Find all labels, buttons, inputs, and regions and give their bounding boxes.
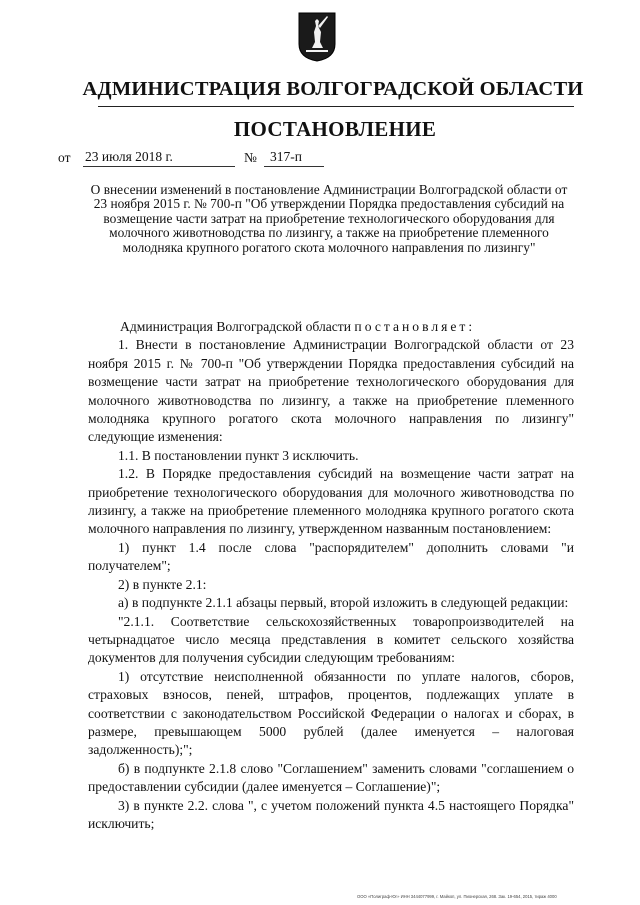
date-text: 23 июля 2018 г. xyxy=(85,149,173,164)
number-label: № xyxy=(244,150,257,165)
date-value xyxy=(83,149,235,167)
volgograd-coat-of-arms-icon xyxy=(298,12,336,62)
paragraph: 1. Внести в постановление Администрации Волгоградской области от 23 ноября 2015 г. № 700-п "Об утверждении Порядка предоставления субсидий на возмещение части затрат на приобретение технологического оборудования для молочного животноводства по лизингу, а также на приобретение племенного молодняка крупного рогатого скота молочного направления по лизингу" следующие изменения: xyxy=(88,337,574,445)
date-label: от xyxy=(58,150,71,165)
paragraph: 3) в пункте 2.2. слова ", с учетом положений пункта 4.5 настоящего Порядка" исключить; xyxy=(88,797,574,831)
paragraph: "2.1.1. Соответствие сельскохозяйственных товаропроизводителей на четырнадцатое число месяца представления в комитет сельского хозяйства документов для получения субсидии следующим требованиям: xyxy=(88,613,574,666)
preamble-verb: постановляет: xyxy=(354,319,476,334)
number-value xyxy=(264,149,324,167)
preamble xyxy=(88,318,574,336)
paragraph: а) в подпункте 2.1.1 абзацы первый, второй изложить в следующей редакции: xyxy=(118,595,569,611)
paragraph: 1) отсутствие неисполненной обязанности по уплате налогов, сборов, страховых взносов, пеней, штрафов, процентов, подлежащих уплате в соответствии с законодательством Российской Федерации о налогах и сборах, в размере, превышающем 5000 рублей (далее именуется – налоговая задолженность);"; xyxy=(88,668,574,758)
organization-title: АДМИНИСТРАЦИЯ ВОЛГОГРАДСКОЙ ОБЛАСТИ xyxy=(82,78,584,100)
document-body xyxy=(88,318,574,833)
document-type-title: ПОСТАНОВЛЕНИЕ xyxy=(233,117,437,141)
document-subject: О внесении изменений в постановление Администрации Волгоградской области от 23 ноября 2015 г. № 700-п "Об утверждении Порядка предоставления субсидий на возмещение части затрат на приобретение технологического оборудования для молочного животноводства по лизингу, а также на приобретение племенного молодняка крупного рогатого скота молочного направления по лизингу" xyxy=(90,182,568,255)
paragraph: б) в подпункте 2.1.8 слово "Соглашением" заменить словами "соглашением о предоставлении субсидии (далее именуется – Соглашение)"; xyxy=(88,760,574,795)
print-info: ООО «Полиграф-Юг» ИНН 3444077999, г. Майкоп, ул. Пионерская, 268. Зак. 19-654, 2015, тираж 4000 xyxy=(357,894,557,899)
preamble-lead: Администрация Волгоградской области xyxy=(120,319,352,334)
header-divider xyxy=(98,106,574,107)
paragraph: 1.2. В Порядке предоставления субсидий на возмещение части затрат на приобретение технологического оборудования для молочного животноводства по лизингу, а также на приобретение племенного молодняка крупного рогатого скота молочного направления по лизингу, утвержденном названным постановлением: xyxy=(88,466,574,537)
number-text: 317-п xyxy=(270,149,302,164)
paragraph: 2) в пункте 2.1: xyxy=(118,576,207,592)
paragraph: 1.1. В постановлении пункт 3 исключить. xyxy=(118,447,359,463)
paragraph: 1) пункт 1.4 после слова "распорядителем" дополнить словами "и получателем"; xyxy=(88,539,574,574)
